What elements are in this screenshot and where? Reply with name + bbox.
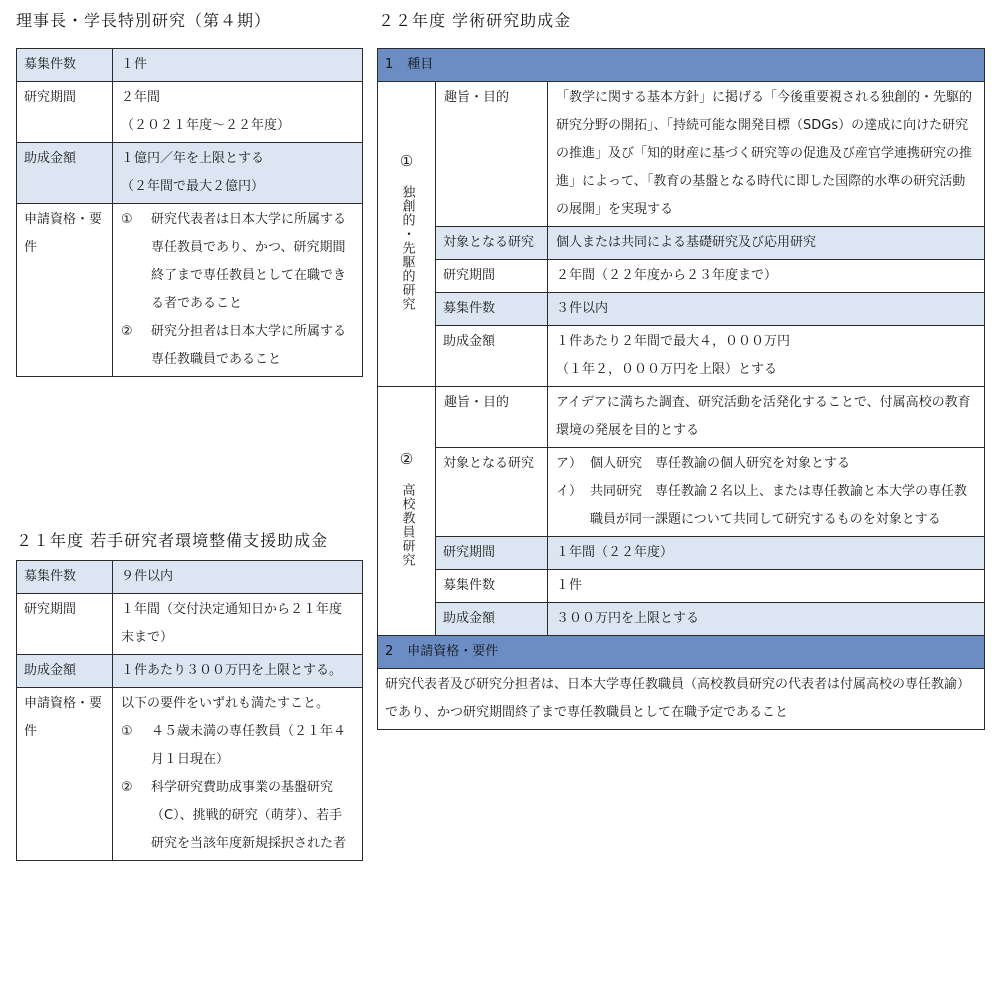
row-label: 申請資格・要件 [17,688,113,861]
table-row [378,603,985,636]
row-value: アイデアに満ちた調査、研究活動を活発化することで、付属高校の教育環境の発展を目的とする [548,387,985,448]
row-value [113,688,363,861]
row-label: 研究期間 [17,594,113,655]
section-header-1 [378,49,985,82]
eligibility-text: 研究代表者及び研究分担者は、日本大学専任教職員（高校教員研究の代表者は付属高校の専任教諭）であり、かつ研究期間終了まで専任教職員として在職予定であること [378,669,985,730]
table-row [378,570,985,603]
row-label: 助成金額 [17,143,113,204]
left-top-table [16,48,363,377]
item-text: 共同研究 専任教諭２名以上、または専任教諭と本大学の専任教職員が同一課題について共同して研究するものを対象とする [590,484,968,527]
table-row [378,260,985,293]
right-title: ２２年度 学術研究助成金 [378,11,572,30]
row-label: 募集件数 [17,49,113,82]
item-text: 科学研究費助成事業の基盤研究（C）、挑戦的研究（萌芽）、若手研究を当該年度新規採択された者 [151,780,347,851]
value-line: 以下の要件をいずれも満たすこと。 [121,696,330,711]
category-cell [378,387,436,636]
item-text: 研究代表者は日本大学に所属する専任教員であり、かつ、研究期間終了まで専任教員として在職できる者であること [151,212,347,311]
row-label: 研究期間 [436,260,548,293]
section-label: 申請資格・要件 [407,644,499,659]
row-value: 個人または共同による基礎研究及び応用研究 [548,227,985,260]
row-label: 助成金額 [436,326,548,387]
item-number: イ） [556,484,583,499]
row-value: ９件以内 [113,561,363,594]
table-row [17,49,363,82]
row-value: １件 [548,570,985,603]
row-value [113,204,363,377]
item-number: ② [121,324,133,339]
row-label: 研究期間 [436,537,548,570]
value-line: （１年２，０００万円を上限）とする [556,362,778,377]
section-header [378,636,985,669]
row-value [548,326,985,387]
table-row [17,204,363,377]
table-row [378,293,985,326]
table-row [378,387,985,448]
row-value [113,82,363,143]
table-row [17,143,363,204]
item-text: 研究分担者は日本大学に所属する専任教職員であること [151,324,347,367]
row-label: 助成金額 [17,655,113,688]
row-label: 趣旨・目的 [436,387,548,448]
value-line: １億円／年を上限とする [121,151,265,166]
row-label: 募集件数 [436,293,548,326]
row-label: 助成金額 [436,603,548,636]
table-row [378,82,985,227]
section-number: 2 [385,644,394,659]
value-line: （２０２１年度～２２年度） [121,118,291,133]
category-name: 独創的・先駆的研究 [399,184,415,311]
row-label: 対象となる研究 [436,448,548,537]
row-label: 趣旨・目的 [436,82,548,227]
section-number: 1 [385,57,394,72]
row-value: ２年間（２２年度から２３年度まで） [548,260,985,293]
row-value: ３件以内 [548,293,985,326]
left-bottom-table [16,560,363,861]
row-label: 募集件数 [17,561,113,594]
row-value: １年間（２２年度） [548,537,985,570]
left-top-title: 理事長・学長特別研究（第４期） [16,11,272,30]
section-label: 種目 [407,57,434,72]
row-value: １年間（交付決定通知日から２１年度末まで） [113,594,363,655]
row-value: ３００万円を上限とする [548,603,985,636]
item-text: 個人研究 専任教諭の個人研究を対象とする [590,456,851,471]
table-row [17,594,363,655]
value-line: ２年間 [121,90,161,105]
list-item [121,774,354,858]
item-number: ① [121,724,133,739]
item-number: ① [121,212,133,227]
category-name: 高校教員研究 [399,482,415,567]
table-row [378,537,985,570]
section-header-2 [378,636,985,669]
table-row [378,227,985,260]
list-item [556,450,976,478]
item-number: ② [121,780,133,795]
left-bottom-title: ２１年度 若手研究者環境整備支援助成金 [16,531,329,550]
row-value: １件あたり３００万円を上限とする。 [113,655,363,688]
table-row [17,688,363,861]
table-row [17,561,363,594]
table-row [378,669,985,730]
row-value [548,448,985,537]
item-number: ア） [556,456,583,471]
table-row [378,448,985,537]
list-item [121,718,354,774]
category-number: ① [399,151,414,170]
table-row [17,82,363,143]
row-value: １件 [113,49,363,82]
list-item [121,206,354,318]
right-table [377,48,985,730]
value-line: １件あたり２年間で最大４，０００万円 [556,334,791,349]
table-row [378,326,985,387]
row-label: 申請資格・要件 [17,204,113,377]
category-number: ② [399,449,414,468]
list-item [121,318,354,374]
item-text: ４５歳未満の専任教員（２１年４月１日現在） [151,724,347,767]
row-value: 「教学に関する基本方針」に掲げる「今後重要視される独創的・先駆的研究分野の開拓」、「持続可能な開発目標（SDGs）の達成に向けた研究の推進」及び「知的財産に基づく研究等の促進及び産官学連携研究の推進」によって、「教育の基盤となる時代に即した国際的水準の研究活動の展開」を実現する [548,82,985,227]
row-label: 対象となる研究 [436,227,548,260]
table-row [17,655,363,688]
row-label: 研究期間 [17,82,113,143]
list-item [556,478,976,534]
section-header [378,49,985,82]
value-line: （２年間で最大２億円） [121,179,265,194]
row-value [113,143,363,204]
category-cell [378,82,436,387]
row-label: 募集件数 [436,570,548,603]
